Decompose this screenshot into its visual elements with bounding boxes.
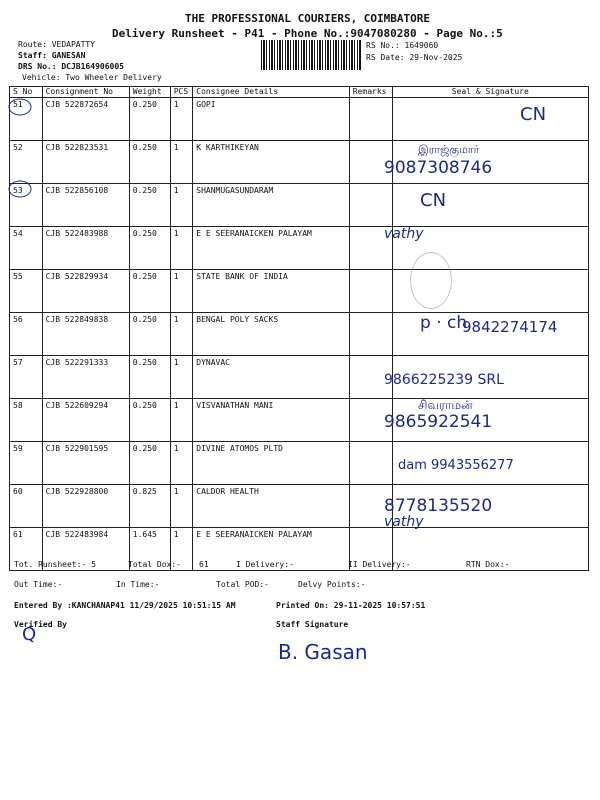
row-circle-marks [6,96,36,206]
table-row [10,98,589,141]
row-consignee: E E SEERANAICKEN PALAYAM [193,227,350,270]
row-weight: 0.250 [129,356,170,399]
route-label: Route: VEDAPATTY [18,40,96,49]
row-sno: 60 [10,485,43,528]
row-sno: 55 [10,270,43,313]
row-weight: 0.250 [129,141,170,184]
col-seal-signature: Seal & Signature [392,87,588,98]
drs-number: DRS No.: DCJB164906005 [18,62,124,71]
in-time: In Time:- [116,580,160,589]
row-pcs: 1 [170,399,193,442]
out-time: Out Time:- [14,580,63,589]
row-pcs: 1 [170,270,193,313]
row-consignment: CJB 522872654 [42,98,129,141]
row-consignee: BENGAL POLY SACKS [193,313,350,356]
total-runsheet: Tot. Runsheet:- 5 [14,560,96,569]
table-row [10,270,589,313]
hw-sign-53: CN [420,190,447,211]
hw-name-52: இராஜ்குமார் [418,143,480,156]
row-sno: 59 [10,442,43,485]
row-weight: 0.250 [129,98,170,141]
row-consignment: CJB 522901595 [42,442,129,485]
hw-phone-52: 9087308746 [384,158,493,178]
row-sno: 53 [10,184,43,227]
row-consignment: CJB 522849838 [42,313,129,356]
row-weight: 0.825 [129,485,170,528]
row-weight: 1.645 [129,528,170,571]
hw-sign-61: vathy [384,514,424,530]
total-dox-label: Total Dox:- [128,560,181,569]
row-consignee: GOPI [193,98,350,141]
row-weight: 0.250 [129,442,170,485]
row-weight: 0.250 [129,227,170,270]
row-sno: 58 [10,399,43,442]
staff-signature: B. Gasan [278,640,368,664]
row-consignment: CJB 522829934 [42,270,129,313]
row-pcs: 1 [170,485,193,528]
row-consignee: STATE BANK OF INDIA [193,270,350,313]
row-weight: 0.250 [129,270,170,313]
row-sno: 54 [10,227,43,270]
row-remarks [349,184,392,227]
col-remarks: Remarks [349,87,392,98]
second-delivery: II Delivery:- [348,560,411,569]
row-consignee: SHANMUGASUNDARAM [193,184,350,227]
hw-sign-51: CN [520,104,547,125]
total-pod: Total POD:- [216,580,269,589]
barcode-image [261,40,362,70]
row-consignee: CALDOR HEALTH [193,485,350,528]
row-consignment: CJB 522823531 [42,141,129,184]
col-sno: S No [10,87,43,98]
hw-sign-60: dam 9943556277 [398,458,514,473]
delivery-points: Delvy Points:- [298,580,366,589]
row-consignment: CJB 522928800 [42,485,129,528]
row-consignee: K KARTHIKEYAN [193,141,350,184]
vehicle-label: Vehicle: Two Wheeler Delivery [22,73,162,82]
rs-date: RS Date: 29-Nov-2025 [366,53,463,62]
row-sno: 56 [10,313,43,356]
row-pcs: 1 [170,98,193,141]
row-sno: 61 [10,528,43,571]
col-consignee: Consignee Details [193,87,350,98]
row-pcs: 1 [170,227,193,270]
col-weight: Weight [129,87,170,98]
row-consignee: DIVINE ATOMOS PLTD [193,442,350,485]
table-header-row [10,87,589,98]
hw-phone-60: 8778135520 [384,496,493,516]
row-weight: 0.250 [129,399,170,442]
col-consignment: Consignment No [42,87,129,98]
row-seal [392,98,588,141]
hw-phone-56: 9842274174 [462,318,558,336]
table-row [10,399,589,442]
row-consignee: E E SEERANAICKEN PALAYAM [193,528,350,571]
row-sno: 52 [10,141,43,184]
row-consignment: CJB 522609294 [42,399,129,442]
row-consignee: VISVANATHAN MANI [193,399,350,442]
hw-name-58: சிவராமன் [418,398,473,412]
company-title: THE PROFESSIONAL COURIERS, COIMBATORE [185,12,431,25]
row-remarks [349,270,392,313]
row-pcs: 1 [170,528,193,571]
row-consignment: CJB 522483984 [42,528,129,571]
row-remarks [349,313,392,356]
row-sno: 57 [10,356,43,399]
printed-on: Printed On: 29-11-2025 10:57:51 [276,601,426,610]
runsheet-subtitle: Delivery Runsheet - P41 - Phone No.:9047080280 - Page No.:5 [112,27,503,40]
row-sno: 51 [10,98,43,141]
row-consignment: CJB 522483988 [42,227,129,270]
hw-sign-56: p · ch [420,313,468,333]
row-weight: 0.250 [129,184,170,227]
hw-sign-54: vathy [384,226,424,242]
row-consignee: DYNAVAC [193,356,350,399]
row-pcs: 1 [170,313,193,356]
row-remarks [349,98,392,141]
col-pcs: PCS [170,87,193,98]
rtn-dox: RTN Dox:- [466,560,510,569]
verified-by-label: Verified By [14,620,67,629]
bank-stamp [410,252,452,309]
row-pcs: 1 [170,442,193,485]
total-dox-value: 61 [199,560,209,569]
verified-signature: Q [22,624,37,645]
staff-signature-label: Staff Signature [276,620,349,629]
table-row [10,141,589,184]
hw-phone-58: 9865922541 [384,412,493,432]
table-row [10,184,589,227]
rs-number: RS No.: 1649060 [366,41,439,50]
hw-phone-57: 9866225239 SRL [384,372,504,388]
table-row [10,485,589,528]
row-pcs: 1 [170,184,193,227]
table-row [10,227,589,270]
row-weight: 0.250 [129,313,170,356]
first-delivery: I Delivery:- [236,560,294,569]
row-pcs: 1 [170,141,193,184]
entered-by: Entered By :KANCHANAP41 11/29/2025 10:51:15 AM [14,601,236,610]
row-consignment: CJB 522291333 [42,356,129,399]
row-consignment: CJB 522856108 [42,184,129,227]
staff-label: Staff: GANESAN [18,51,86,60]
row-pcs: 1 [170,356,193,399]
row-remarks [349,442,392,485]
